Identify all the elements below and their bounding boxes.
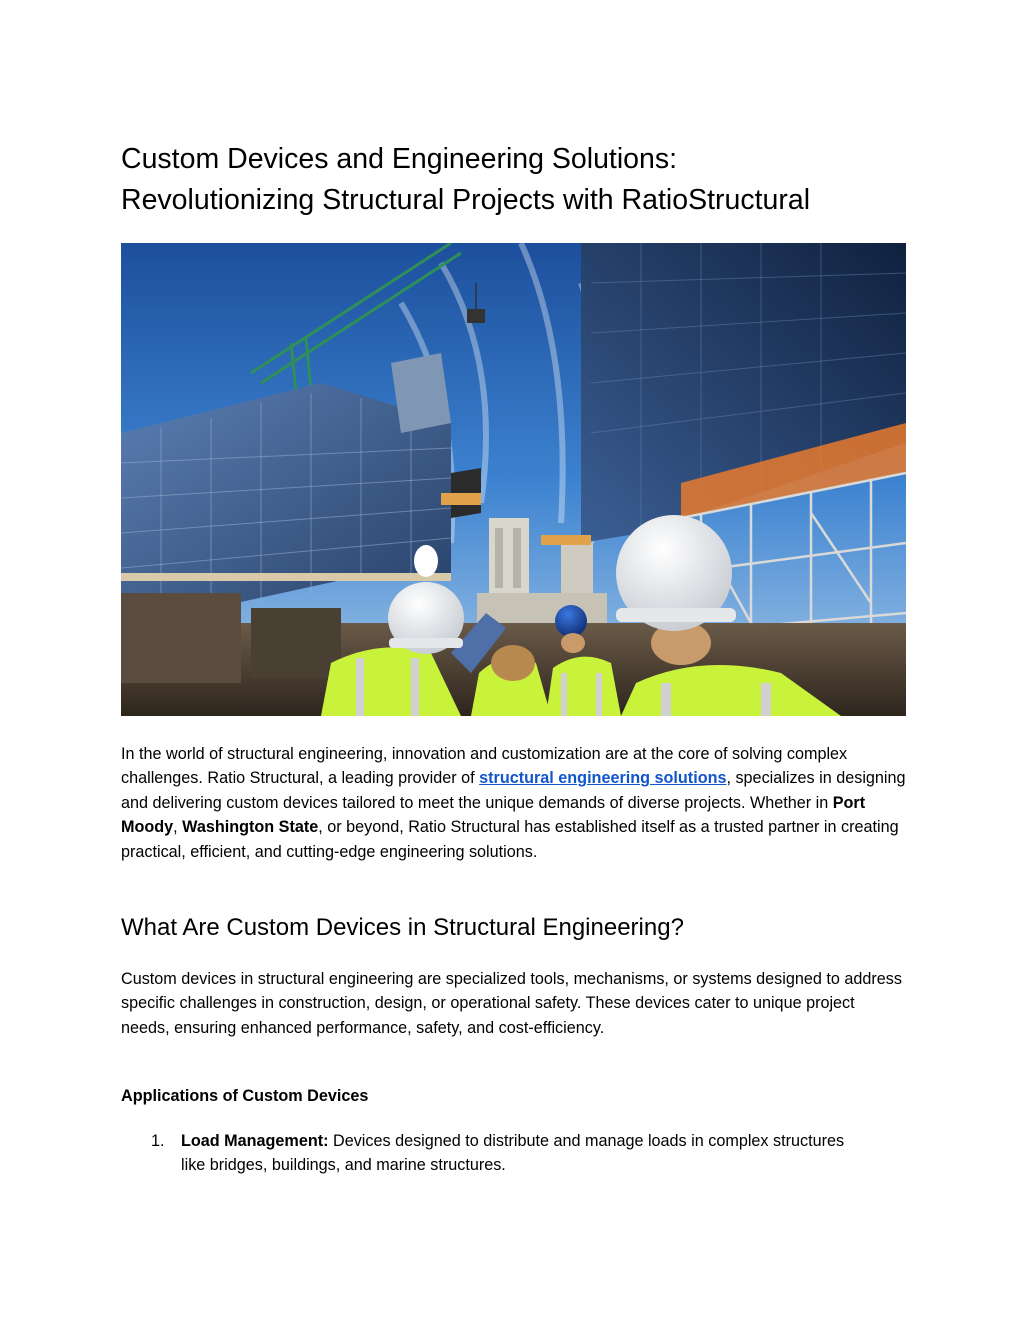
port-moody-bold: Port Moody bbox=[121, 793, 866, 837]
intro-text-3: , or beyond, Ratio Structural has established itself as a trusted partner in creating practical, efficient, and cutting-edge engineering solutions. bbox=[121, 818, 899, 861]
section-heading: What Are Custom Devices in Structural Engineering? bbox=[121, 914, 684, 941]
list-item-label: Load Management: bbox=[181, 1132, 329, 1150]
list-item-text: Devices designed to distribute and manage loads in complex structures like bridges, buildings, and marine structures. bbox=[181, 1132, 845, 1175]
list-item bbox=[121, 1129, 861, 1178]
washington-state-bold: Washington State bbox=[182, 818, 319, 837]
applications-heading: Applications of Custom Devices bbox=[121, 1087, 369, 1105]
section-paragraph: Custom devices in structural engineering are specialized tools, mechanisms, or systems designed to address specific challenges in construction, design, or operational safety. These devices cater to unique project needs, ensuring enhanced performance, safety, and cost-efficiency. bbox=[121, 970, 902, 1037]
intro-text-2: , specializes in designing and delivering custom devices tailored to meet the unique demands of diverse projects. Whether in bbox=[121, 769, 906, 812]
document-title bbox=[121, 139, 906, 221]
hero-image-construction-workers bbox=[121, 243, 906, 716]
intro-text-1: In the world of structural engineering, innovation and customization are at the core of solving complex challenges. Ratio Structural, a leading provider of bbox=[121, 745, 848, 788]
intro-separator: , bbox=[173, 818, 183, 837]
title-line-1: Custom Devices and Engineering Solutions: bbox=[121, 143, 678, 175]
intro-paragraph bbox=[121, 742, 906, 864]
title-line-2: Revolutionizing Structural Projects with RatioStructural bbox=[121, 184, 811, 216]
structural-engineering-solutions-link[interactable]: structural engineering solutions bbox=[479, 769, 727, 788]
list-item-number: 1. bbox=[151, 1132, 165, 1150]
applications-list bbox=[121, 1129, 906, 1178]
